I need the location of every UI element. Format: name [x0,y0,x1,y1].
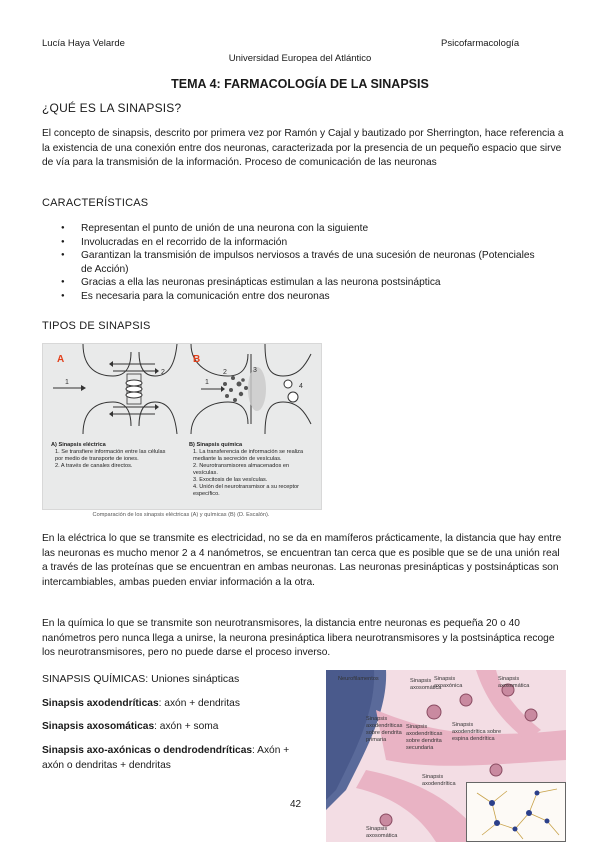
section-heading-tipos: TIPOS DE SINAPSIS [42,320,151,332]
page-number: 42 [290,799,302,810]
definition: : axón + soma [154,721,219,732]
arrow-label: 4 [299,383,303,390]
list-item [42,697,312,712]
definition: : Axón + axón o dendritas + dendritas [42,745,290,771]
list-item: ● Representan el punto de unión de una neurona con la siguiente [57,222,537,236]
arrow-label: 3 [253,367,257,374]
figure-label: Sinapsis axosomática [410,678,442,691]
figure-label: Sinapsis axodendríticas sobre dendrita secundaria [406,724,443,751]
quimicas-heading: SINAPSIS QUÍMICAS: Uniones sinápticas [42,673,240,685]
figure-label-b: B [193,354,201,365]
term: Sinapsis axosomáticas [42,721,155,732]
list-item: 4. Unión del neurotransmisor a su receptor específico. [193,484,300,497]
chemical-synapse-notes [189,442,315,498]
list-item: 2. A través de canales directos. [55,463,133,469]
figure-label: Sinapsis axodendrítica [422,774,456,787]
arrow-label: 2 [223,369,227,376]
chemical-title: B) Sinapsis química [189,442,243,448]
section-heading-sinapsis: ¿QUÉ ES LA SINAPSIS? [42,101,182,115]
figure-label: Sinapsis axosomática [498,676,530,689]
neuron-inset-image [466,782,566,842]
list-item: 2. Neurotransmisores almacenados en vesículas. [193,463,290,476]
term: Sinapsis axodendríticas [42,698,159,709]
list-item [42,720,312,735]
quimica-paragraph: En la química lo que se transmite son neurotransmisores, la distancia entre neuronas es pequeña 20 o 40 nanómetros pero nunca llega a unirse, la neurona presináptica libera neurotransmisores y la postsináptica recoge los neurotransmisores, pero no puede darse el proceso inverso. [42,618,555,659]
figure-label: Sinapsis axodendríticas sobre dendrita primaria [366,716,403,743]
definition: : axón + dendritas [158,698,240,709]
arrow-label: 1 [205,379,209,386]
figure-caption: Comparación de los sinapsis eléctricas (A) y químicas (B) (D. Escalón). [92,512,270,518]
list-item [42,744,312,773]
author-name: Lucía Haya Velarde [42,38,125,49]
figure-label: Neurofilamentos [338,676,379,682]
list-item: 3. Exocitosis de las vesículas. [193,477,268,483]
neuron-network-illustration [467,783,565,841]
list-item: ● Es necesaria para la comunicación entre dos neuronas [57,290,537,304]
electrical-title: A) Sinapsis eléctrica [51,442,106,448]
figure-label: Sinapsis axosomática [366,826,398,839]
figure-label: Sinapsis axodendrítica sobre espina dendrítica [452,722,502,742]
caracteristicas-list [57,222,537,304]
page-title: TEMA 4: FARMACOLOGÍA DE LA SINAPSIS [171,77,429,91]
figure-label: Sinapsis axoaxónica [434,676,463,689]
list-item: 1. Se transfiere información entre las células por medio de transporte de iones. [55,449,166,462]
university-name: Universidad Europea del Atlántico [228,53,372,64]
sinapsis-definition: El concepto de sinapsis, descrito por primera vez por Ramón y Cajal y bautizado por Sherrington, hace referencia a la existencia de una conexión entre dos neuronas, caracterizada por la presencia de un pequeño espacio que sirve de vía para la transmisión de la información. Proceso de comunicación de las neuronas [42,128,564,169]
arrow-label: 2 [161,369,165,376]
figure-label-a: A [57,354,65,365]
electrica-paragraph: En la eléctrica lo que se transmite es electricidad, no se da en mamíferos prácticamente, la distancia que hay entre las neuronas es mucho menor 2 a 4 nanómetros, se encuentran tan cerca que es posible que se de una unión real a través de las proteínas que se encuentran en ambas neuronas. Las neuronas presinápticas y postsinápticas son intercambiables, ambas pueden enviar información a la otra. [42,533,562,588]
section-heading-caracteristicas: CARACTERÍSTICAS [42,197,149,209]
list-item: 1. La transferencia de información se realiza mediante la secreción de vesículas. [193,449,304,462]
synapse-types-figure [42,343,322,510]
electrical-synapse-notes [51,442,169,470]
term: Sinapsis axo-axónicas o dendrodendríticas [42,745,253,756]
neuron-synapse-figure [326,670,566,842]
subject-name: Psicofarmacología [441,38,520,49]
arrow-label: 1 [65,379,69,386]
list-item: ● Gracias a ella las neuronas presinápticas estimulan a las neurona postsináptica [57,276,537,290]
list-item: ● Garantizan la transmisión de impulsos nerviosos a través de una sucesión de neuronas (Potenciales de Acción) [57,249,537,276]
list-item: ● Involucradas en el recorrido de la información [57,236,537,250]
